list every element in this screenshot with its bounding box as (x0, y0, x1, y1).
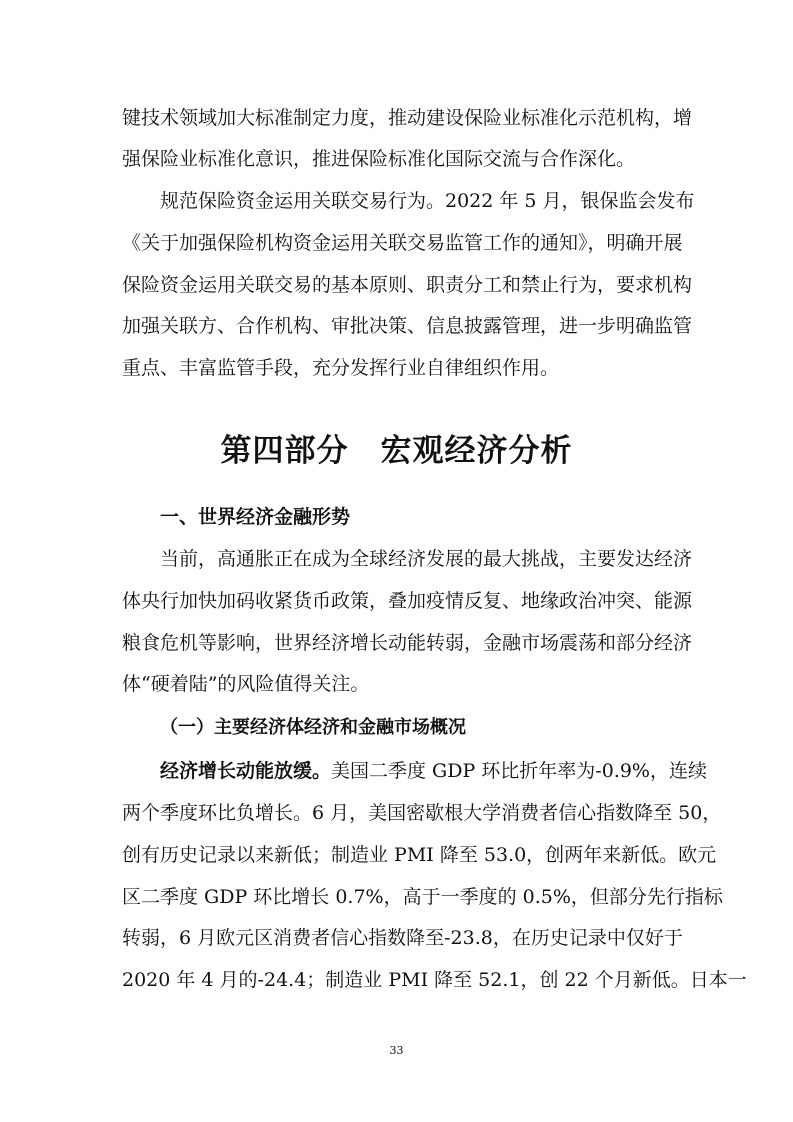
paragraph-line: 键技术领域加大标准制定力度，推动建设保险业标准化示范机构，增 (122, 107, 693, 129)
heading-level-1: 一、世界经济金融形势 (160, 506, 351, 528)
paragraph-line: 体央行加快加码收紧货币政策，叠加疫情反复、地缘政治冲突、能源 (122, 590, 693, 612)
paragraph-line: 2020 年 4 月的-24.4；制造业 PMI 降至 52.1，创 22 个月新低。日本一 (122, 969, 747, 991)
paragraph-line: 粮食危机等影响，世界经济增长动能转弱，金融市场震荡和部分经济 (122, 632, 693, 654)
heading-level-2: （一）主要经济体经济和金融市场概况 (160, 717, 466, 738)
page-number: 33 (389, 1044, 404, 1057)
paragraph-line (160, 759, 707, 783)
paragraph-line: 强保险业标准化意识，推进保险标准化国际交流与合作深化。 (122, 148, 636, 170)
paragraph-line: 创有历史记录以来新低；制造业 PMI 降至 53.0，创两年来新低。欧元 (122, 844, 717, 866)
paragraph-line: 体“硬着陆”的风险值得关注。 (122, 673, 370, 695)
paragraph-text: 美国二季度 GDP 环比折年率为-0.9%，连续 (331, 760, 707, 782)
paragraph-line: 当前，高通胀正在成为全球经济发展的最大挑战，主要发达经济 (160, 548, 693, 570)
bold-lead-text: 经济增长动能放缓。 (160, 760, 332, 782)
paragraph-line: 两个季度环比负增长。6 月，美国密歇根大学消费者信心指数降至 50， (122, 802, 722, 824)
paragraph-line: 加强关联方、合作机构、审批决策、信息披露管理，进一步明确监管 (122, 315, 693, 337)
section-title: 第四部分 宏观经济分析 (220, 433, 573, 469)
paragraph-line: 《关于加强保险机构资金运用关联交易监管工作的通知》，明确开展 (122, 232, 683, 254)
paragraph-line: 重点、丰富监管手段，充分发挥行业自律组织作用。 (122, 357, 560, 379)
paragraph-line: 规范保险资金运用关联交易行为。2022 年 5 月，银保监会发布 (160, 190, 695, 212)
paragraph-line: 区二季度 GDP 环比增长 0.7%，高于一季度的 0.5%，但部分先行指标 (122, 886, 723, 908)
paragraph-line: 保险资金运用关联交易的基本原则、职责分工和禁止行为，要求机构 (122, 274, 693, 296)
paragraph-line: 转弱，6 月欧元区消费者信心指数降至-23.8，在历史记录中仅好于 (122, 927, 683, 949)
